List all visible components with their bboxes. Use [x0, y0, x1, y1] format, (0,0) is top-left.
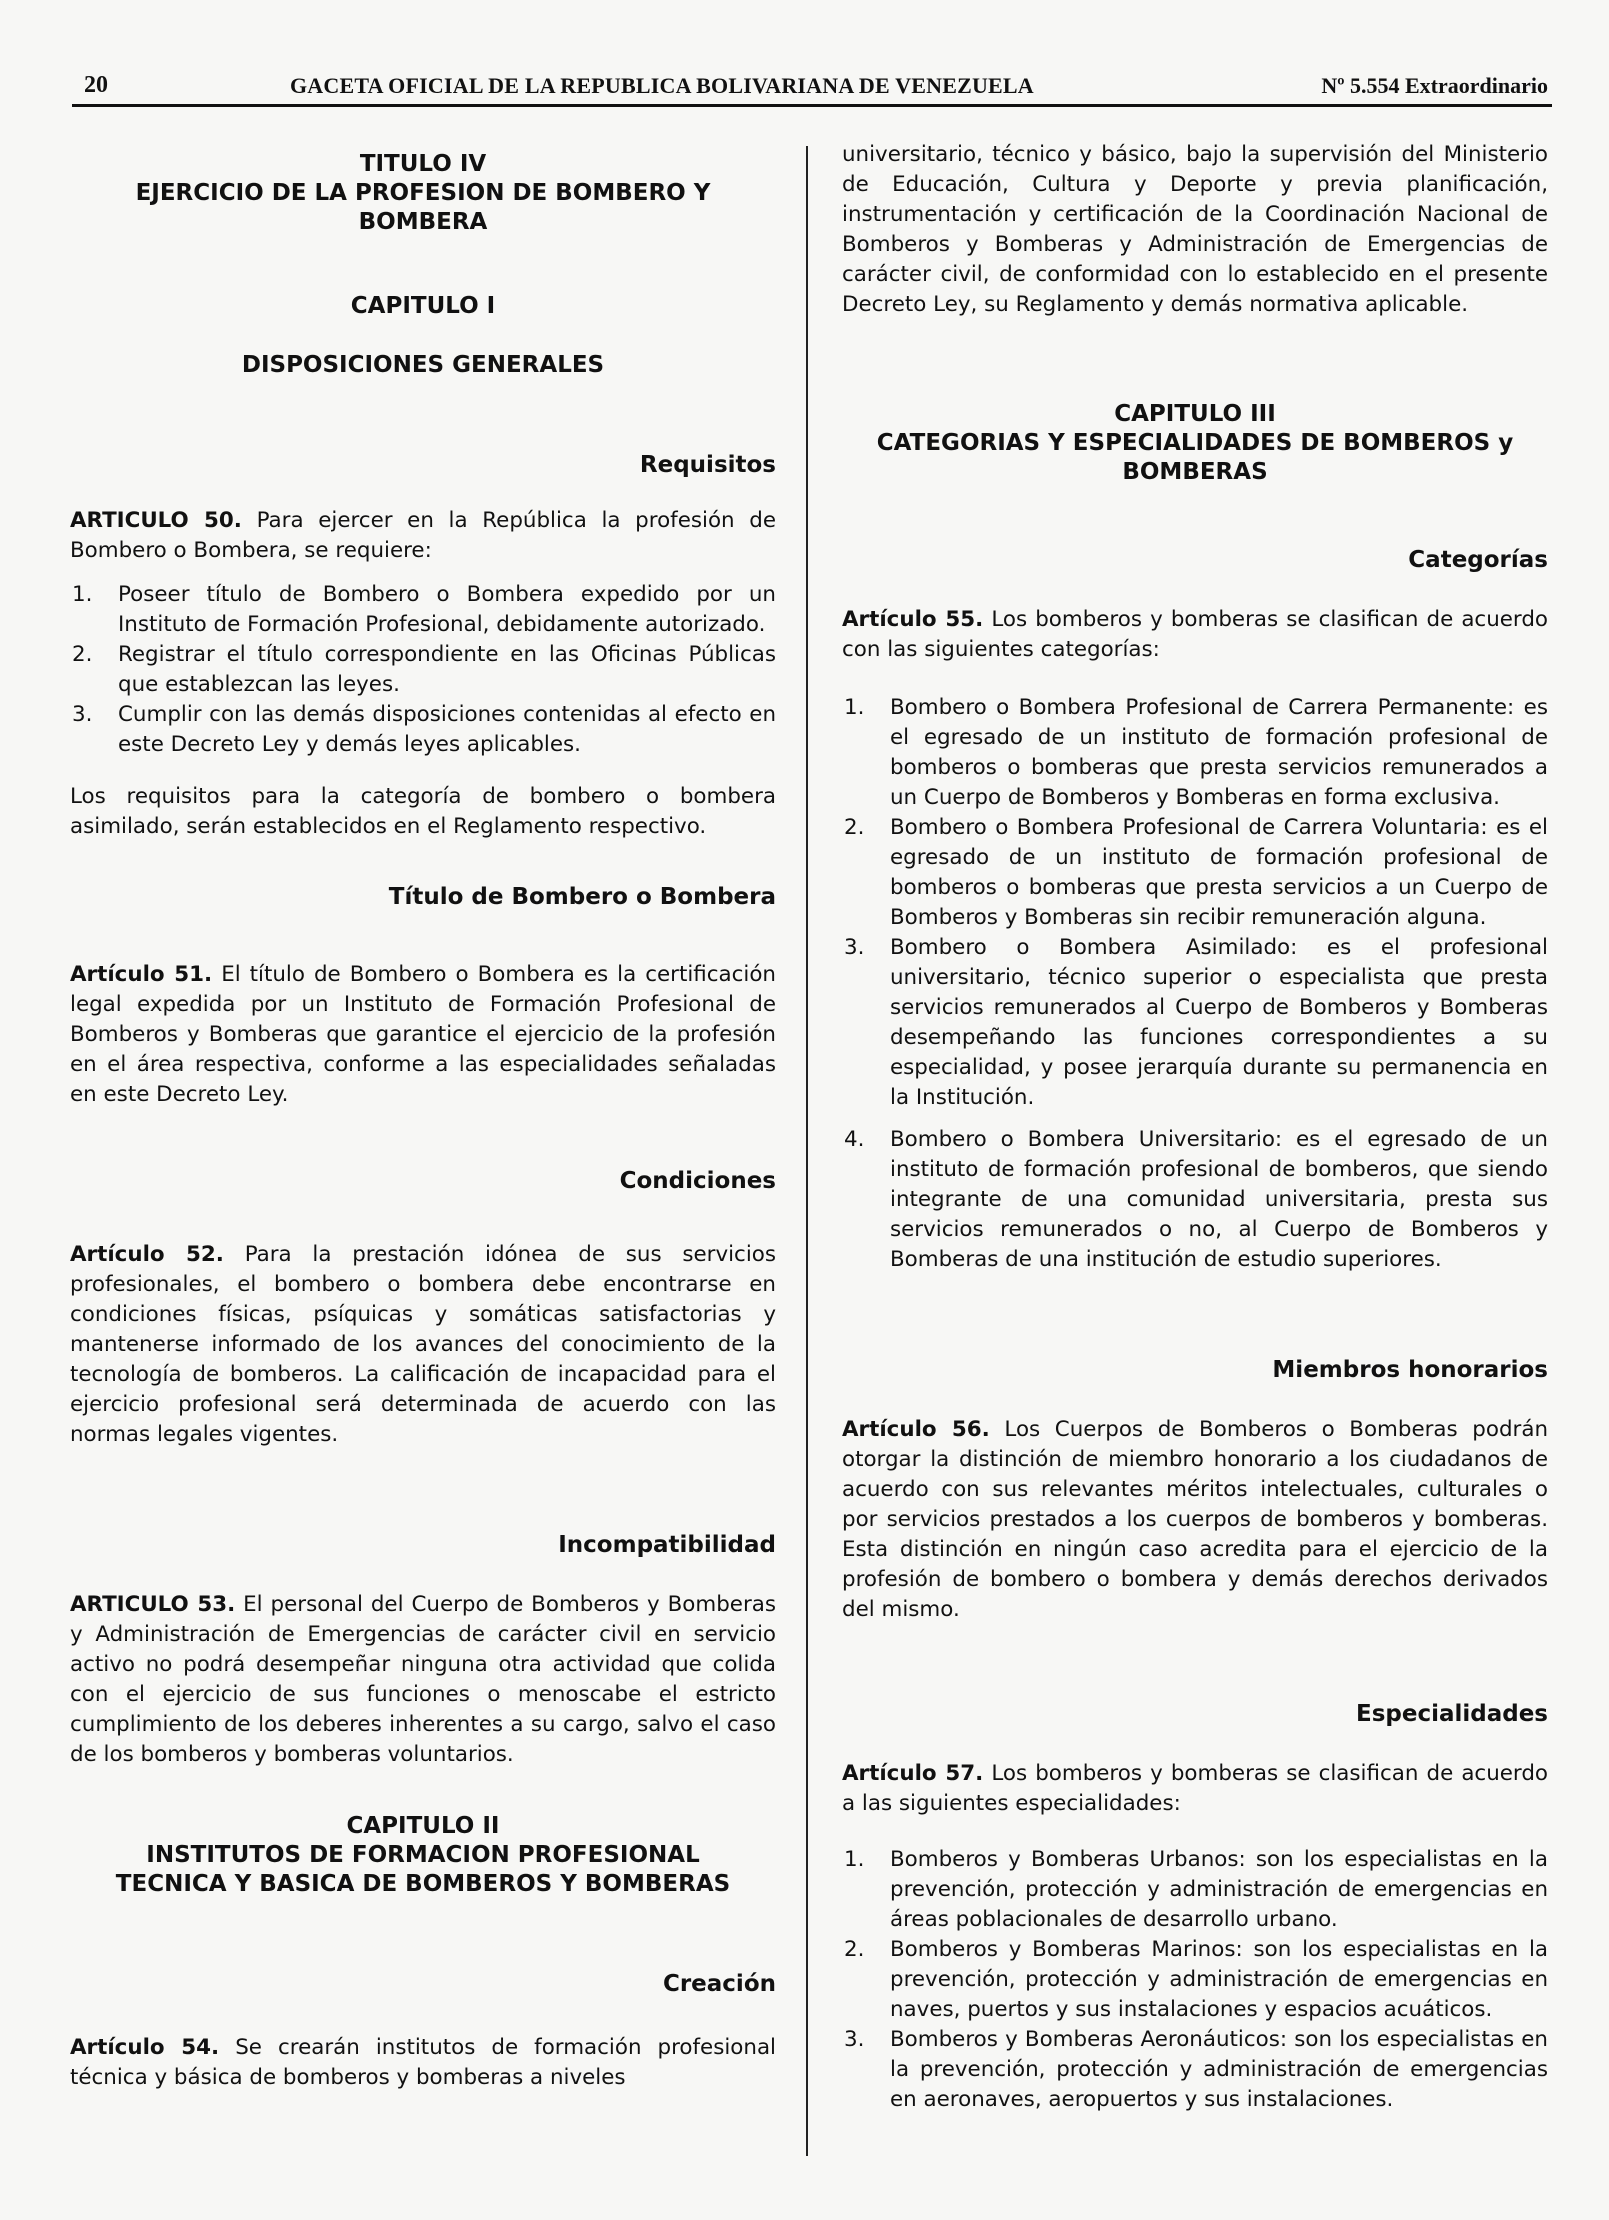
chapter-3-heading: CAPITULO III [1114, 401, 1276, 427]
list-item [70, 700, 776, 760]
title-name-line-1: EJERCICIO DE LA PROFESION DE BOMBERO Y [135, 180, 711, 206]
article-56-label: Artículo 56. [842, 1417, 990, 1442]
list-item-text: Bombero o Bombera Asimilado: es el profesional universitario, técnico superior o especialista que presta servicios remunerados al Cuerpo de Bomberos y Bomberas desempeñando las funciones correspondientes a su especialidad, y posee jerarquía durante su permanencia en la Institución. [890, 935, 1548, 1110]
edition-number: Nº 5.554 Extraordinario [1321, 73, 1548, 98]
section-heading-incompatibilidad: Incompatibilidad [558, 1532, 776, 1558]
list-item [70, 580, 776, 640]
list-item-number: 3. [72, 702, 93, 727]
article-57 [842, 1759, 1548, 1819]
list-item-text: Bombero o Bombera Profesional de Carrera Voluntaria: es el egresado de un instituto de formación profesional de bomberos o bomberas que presta servicios a un Cuerpo de Bomberos y Bomberas sin recibir remuneración alguna. [890, 815, 1548, 930]
section-heading-creacion: Creación [662, 1971, 776, 1997]
article-52 [70, 1240, 776, 1450]
list-item-text: Bombero o Bombera Universitario: es el egresado de un instituto de formación profesional de bomberos, que siendo integrante de una comunidad universitaria, presta sus servicios remunerados o no, al Cuerpo de Bomberos y Bomberas de una institución de estudio superiores. [890, 1127, 1548, 1272]
article-52-label: Artículo 52. [70, 1242, 224, 1267]
article-50-list [70, 580, 776, 760]
article-51-text: El título de Bombero o Bombera es la certificación legal expedida por un Instituto de Formación Profesional de Bomberos y Bomberas que garantice el ejercicio de la profesión en el área respectiva, conforme a las especialidades señaladas en este Decreto Ley. [70, 962, 776, 1107]
list-item [842, 2025, 1548, 2115]
list-item-text: Bomberos y Bomberas Urbanos: son los especialistas en la prevención, protección y administración de emergencias en áreas poblacionales de desarrollo urbano. [890, 1847, 1548, 1932]
list-item-text: Bomberos y Bomberas Marinos: son los especialistas en la prevención, protección y administración de emergencias en naves, puertos y sus instalaciones y espacios acuáticos. [890, 1937, 1548, 2022]
article-54 [70, 2033, 776, 2093]
article-56 [842, 1415, 1548, 1625]
chapter-2-name-line-2: TECNICA Y BASICA DE BOMBEROS Y BOMBERAS [115, 1871, 731, 1897]
article-57-label: Artículo 57. [842, 1761, 984, 1786]
list-item-number: 1. [844, 695, 865, 720]
section-heading-especialidades: Especialidades [1355, 1701, 1548, 1727]
article-53-label: ARTICULO 53. [70, 1592, 236, 1617]
article-57-text: Los bomberos y bomberas se clasifican de acuerdo a las siguientes especialidades: [842, 1761, 1548, 1816]
list-item-number: 3. [844, 2027, 865, 2052]
section-heading-miembros: Miembros honorarios [1272, 1357, 1548, 1383]
title-name-line-2: BOMBERA [358, 209, 488, 235]
article-57-list [842, 1845, 1548, 2115]
chapter-3-name-line-2: BOMBERAS [1122, 459, 1268, 485]
section-heading-titulo: Título de Bombero o Bombera [388, 884, 776, 910]
section-heading-categorias: Categorías [1408, 547, 1548, 573]
list-item-number: 3. [844, 935, 865, 960]
list-item-text: Bombero o Bombera Profesional de Carrera Permanente: es el egresado de un instituto de formación profesional de bomberos o bomberas que presta servicios remunerados a un Cuerpo de Bomberos y Bomberas en forma exclusiva. [890, 695, 1548, 810]
list-item-number: 2. [844, 1937, 865, 1962]
list-item-text: Registrar el título correspondiente en las Oficinas Públicas que establezcan las leyes. [118, 642, 776, 697]
list-item-text: Poseer título de Bombero o Bombera expedido por un Instituto de Formación Profesional, debidamente autorizado. [118, 582, 776, 637]
chapter-3-name-line-1: CATEGORIAS Y ESPECIALIDADES DE BOMBEROS y [876, 430, 1514, 456]
right-column [842, 140, 1548, 2115]
article-51 [70, 960, 776, 1110]
article-53 [70, 1590, 776, 1770]
chapter-2-name-line-1: INSTITUTOS DE FORMACION PROFESIONAL [146, 1842, 700, 1868]
article-51-label: Artículo 51. [70, 962, 213, 987]
list-item [842, 1125, 1548, 1275]
list-item [842, 1935, 1548, 2025]
list-item-number: 1. [72, 582, 93, 607]
list-item [842, 813, 1548, 933]
article-55 [842, 605, 1548, 665]
article-53-text: El personal del Cuerpo de Bomberos y Bomberas y Administración de Emergencias de carácter civil en servicio activo no podrá desempeñar ninguna otra actividad que colida con el ejercicio de sus funciones o menoscabe el estricto cumplimiento de los deberes inherentes a su cargo, salvo el caso de los bomberos y bomberas voluntarios. [70, 1592, 776, 1767]
article-50-note: Los requisitos para la categoría de bombero o bombera asimilado, serán establecidos en el Reglamento respectivo. [70, 784, 776, 839]
list-item [70, 640, 776, 700]
article-50 [70, 506, 776, 566]
list-item-number: 1. [844, 1847, 865, 1872]
article-50-label: ARTICULO 50. [70, 508, 242, 533]
list-item-text: Cumplir con las demás disposiciones contenidas al efecto en este Decreto Ley y demás leyes aplicables. [118, 702, 776, 757]
column-divider [806, 146, 808, 2156]
list-item-number: 2. [72, 642, 93, 667]
article-55-label: Artículo 55. [842, 607, 984, 632]
chapter-2-heading: CAPITULO II [346, 1813, 500, 1839]
gazette-title: GACETA OFICIAL DE LA REPUBLICA BOLIVARIANA DE VENEZUELA [290, 73, 1034, 98]
article-50-text: Para ejercer en la República la profesión de Bombero o Bombera, se requiere: [70, 508, 776, 563]
list-item [842, 933, 1548, 1113]
chapter-1-name: DISPOSICIONES GENERALES [241, 352, 605, 378]
article-55-text: Los bomberos y bomberas se clasifican de acuerdo con las siguientes categorías: [842, 607, 1548, 662]
list-item [842, 1845, 1548, 1935]
list-item-number: 2. [844, 815, 865, 840]
section-heading-requisitos: Requisitos [639, 452, 776, 478]
section-heading-condiciones: Condiciones [619, 1168, 776, 1194]
article-54-text: Se crearán institutos de formación profesional técnica y básica de bomberos y bomberas a niveles [70, 2035, 776, 2090]
title-heading: TITULO IV [359, 151, 487, 177]
article-55-list [842, 693, 1548, 1275]
article-54-continuation: universitario, técnico y básico, bajo la supervisión del Ministerio de Educación, Cultura y Deporte y previa planificación, instrumentación y certificación de la Coordinación Nacional de Bomberos y Bomberas y Administración de Emergencias de carácter civil, de conformidad con lo establecido en el presente Decreto Ley, su Reglamento y demás normativa aplicable. [842, 142, 1548, 317]
list-item-number: 4. [844, 1127, 865, 1152]
article-56-text: Los Cuerpos de Bomberos o Bomberas podrán otorgar la distinción de miembro honorario a los ciudadanos de acuerdo con sus relevantes méritos intelectuales, culturales o por servicios prestados a los cuerpos de bomberos y bomberas. Esta distinción en ningún caso acredita para el ejercicio de la profesión de bombero o bombera y demás derechos derivados del mismo. [842, 1417, 1548, 1622]
left-column [70, 140, 776, 2093]
article-52-text: Para la prestación idónea de sus servicios profesionales, el bombero o bombera debe encontrarse en condiciones físicas, psíquicas y somáticas satisfactorias y mantenerse informado de los avances del conocimiento de la tecnología de bomberos. La calificación de incapacidad para el ejercicio profesional será determinada de acuerdo con las normas legales vigentes. [70, 1242, 776, 1447]
article-54-label: Artículo 54. [70, 2035, 220, 2060]
chapter-1-heading: CAPITULO I [350, 293, 496, 319]
list-item-text: Bomberos y Bomberas Aeronáuticos: son los especialistas en la prevención, protección y administración de emergencias en aeronaves, aeropuertos y sus instalaciones. [890, 2027, 1548, 2112]
page-header [72, 70, 1552, 107]
list-item [842, 693, 1548, 813]
page-number: 20 [84, 72, 108, 98]
